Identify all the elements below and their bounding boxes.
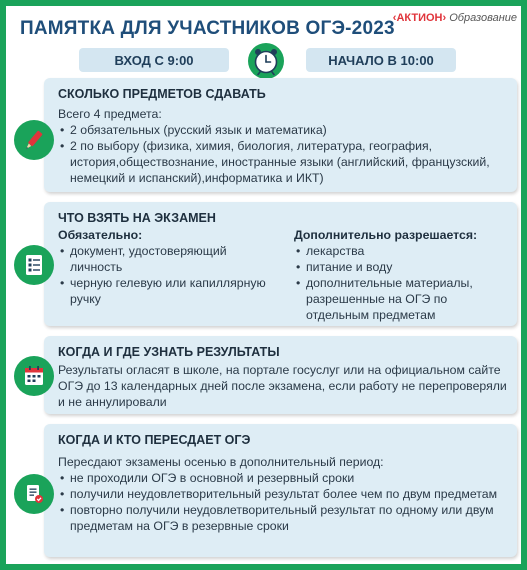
start-time-badge: НАЧАЛО В 10:00 xyxy=(306,48,456,72)
list-item: • повторно получили неудовлетворительный результат по одному или двум предметам на ОГЭ в резервные сроки xyxy=(58,502,514,534)
entry-time-badge: ВХОД С 9:00 xyxy=(79,48,229,72)
list-item: • питание и воду xyxy=(294,259,509,275)
list-item: • 2 по выбору (физика, химия, биология, литература, география, история,обществознание, иностранные языки (английский, французский, немецкий и испанский),информатика и ИКТ) xyxy=(58,138,504,186)
results-text: Результаты огласят в школе, на портале госуслуг или на официальном сайте ОГЭ до 13 календарных дней после экзамена, если работу не перепроверяли и не аннулировали xyxy=(58,363,507,409)
results-title: КОГДА И ГДЕ УЗНАТЬ РЕЗУЛЬТАТЫ xyxy=(58,345,280,359)
retake-title: КОГДА И КТО ПЕРЕСДАЕТ ОГЭ xyxy=(58,433,251,447)
exam-document-icon xyxy=(14,474,54,514)
take-title: ЧТО ВЗЯТЬ НА ЭКЗАМЕН xyxy=(58,211,216,225)
list-item: • лекарства xyxy=(294,243,509,259)
retake-list xyxy=(58,470,514,534)
list-item: • 2 обязательных (русский язык и математика) xyxy=(58,122,504,138)
pencil-icon xyxy=(14,120,54,160)
list-item: • документ, удостоверяющий личность xyxy=(58,243,273,275)
retake-card xyxy=(44,424,517,557)
checklist-icon xyxy=(14,245,54,285)
poster xyxy=(6,6,521,564)
calendar-icon xyxy=(14,356,54,396)
required-list xyxy=(58,243,273,307)
results-card xyxy=(44,336,517,414)
subjects-card xyxy=(44,78,517,192)
page-title: ПАМЯТКА ДЛЯ УЧАСТНИКОВ ОГЭ-2023 xyxy=(20,18,395,39)
brand-main: ‹АКТИОН› xyxy=(392,12,447,24)
brand-logo xyxy=(393,12,517,24)
subjects-title: СКОЛЬКО ПРЕДМЕТОВ СДАВАТЬ xyxy=(58,87,266,101)
list-item: • получили неудовлетворительный результат более чем по двум предметам xyxy=(58,486,514,502)
subjects-list xyxy=(58,122,504,186)
allowed-list xyxy=(294,243,509,323)
allowed-title: Дополнительно разрешается: xyxy=(294,228,478,242)
retake-intro: Пересдают экзамены осенью в дополнительный период: xyxy=(58,455,384,469)
subjects-intro: Всего 4 предмета: xyxy=(58,107,162,121)
alarm-clock-icon xyxy=(247,42,285,80)
take-card xyxy=(44,202,517,326)
list-item: • дополнительные материалы, разрешенные на ОГЭ по отдельным предметам xyxy=(294,275,509,323)
list-item: • не проходили ОГЭ в основной и резервный сроки xyxy=(58,470,514,486)
list-item: • черную гелевую или капиллярную ручку xyxy=(58,275,273,307)
brand-sub: Образование xyxy=(449,12,517,24)
required-title: Обязательно: xyxy=(58,228,143,242)
